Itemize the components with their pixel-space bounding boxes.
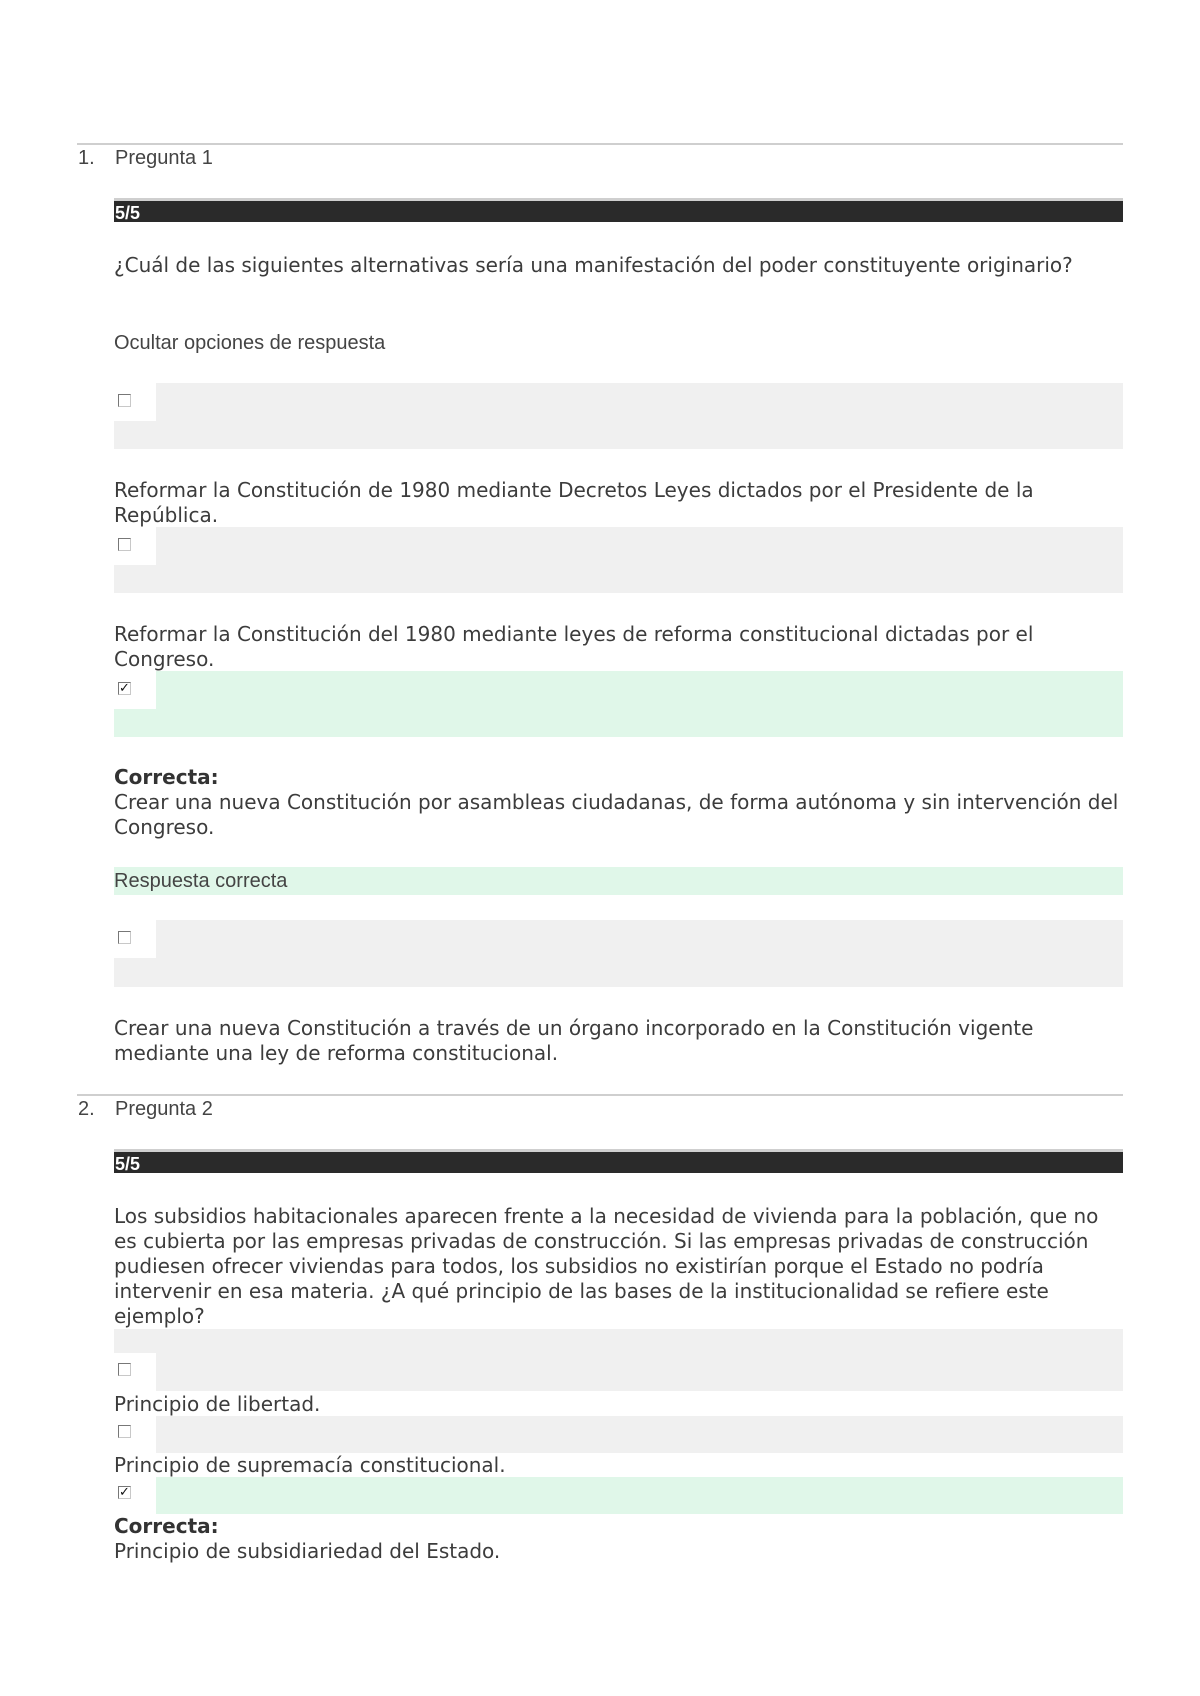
answer-option-text: Crear una nueva Constitución a través de un órgano incorporado en la Constitución vigente mediante una ley de reforma constitucional. <box>114 1016 1034 1065</box>
answer-option[interactable] <box>114 383 1123 449</box>
question-title: Pregunta 1 <box>115 147 213 169</box>
checkbox-cell <box>114 1477 156 1514</box>
answer-option[interactable] <box>114 527 1123 593</box>
checkbox-empty-icon[interactable] <box>118 1363 131 1376</box>
checkbox-empty-icon[interactable] <box>118 931 131 944</box>
question-title: Pregunta 2 <box>115 1098 213 1120</box>
question-text: Los subsidios habitacionales aparecen frente a la necesidad de vivienda para la población, que no es cubierta por las empresas privadas de construcción. Si las empresas privadas de construcción pudiesen ofrecer viviendas para todos, los subsidios no existirían porque el Estado no podría intervenir en esa materia. ¿A qué principio de las bases de la institucionalidad se refiere este ejemplo? <box>114 1204 1099 1328</box>
answer-option-correct[interactable] <box>114 671 1123 737</box>
answer-text: Crear una nueva Constitución por asambleas ciudadanas, de forma autónoma y sin intervención del Congreso. <box>114 790 1119 839</box>
question-header <box>0 1097 1200 1125</box>
question-number: 1. <box>78 147 95 169</box>
checkbox-empty-icon[interactable] <box>118 394 131 407</box>
answer-option[interactable] <box>114 1416 1123 1453</box>
answer-option-text <box>114 1514 1124 1564</box>
checkbox-cell <box>114 527 156 565</box>
correct-label: Correcta: <box>114 765 219 789</box>
correct-label: Correcta: <box>114 1514 219 1538</box>
question-divider <box>77 143 1123 145</box>
answer-text: Principio de subsidiariedad del Estado. <box>114 1539 501 1563</box>
answer-option[interactable] <box>114 920 1123 987</box>
answer-option-correct[interactable] <box>114 1477 1123 1514</box>
checkbox-cell <box>114 920 156 958</box>
score-bar: 5/5 <box>114 1149 1123 1173</box>
answer-option-text: Principio de supremacía constitucional. <box>114 1453 506 1477</box>
feedback-correct: Respuesta correcta <box>114 867 1123 895</box>
answer-option-text: Reformar la Constitución del 1980 mediante leyes de reforma constitucional dictadas por el Congreso. <box>114 622 1034 671</box>
answer-option-text: Principio de libertad. <box>114 1392 321 1416</box>
question-text: ¿Cuál de las siguientes alternativas sería una manifestación del poder constituyente originario? <box>114 253 1073 277</box>
checkbox-cell <box>114 671 156 709</box>
checkbox-checked-icon[interactable]: ✓ <box>119 1485 130 1500</box>
checkbox-checked-icon[interactable]: ✓ <box>119 681 130 696</box>
score-bar: 5/5 <box>114 198 1123 222</box>
question-header <box>0 146 1200 174</box>
checkbox-cell <box>114 383 156 421</box>
answer-option[interactable] <box>114 1329 1123 1391</box>
question-divider <box>77 1094 1123 1096</box>
hide-options-link[interactable]: Ocultar opciones de respuesta <box>114 332 386 354</box>
answer-option-text <box>114 765 1124 840</box>
checkbox-cell <box>114 1416 156 1453</box>
question-number: 2. <box>78 1098 95 1120</box>
checkbox-cell <box>114 1353 156 1391</box>
answer-option-text: Reformar la Constitución de 1980 mediante Decretos Leyes dictados por el Presidente de la República. <box>114 478 1034 527</box>
checkbox-empty-icon[interactable] <box>118 1425 131 1438</box>
checkbox-empty-icon[interactable] <box>118 538 131 551</box>
